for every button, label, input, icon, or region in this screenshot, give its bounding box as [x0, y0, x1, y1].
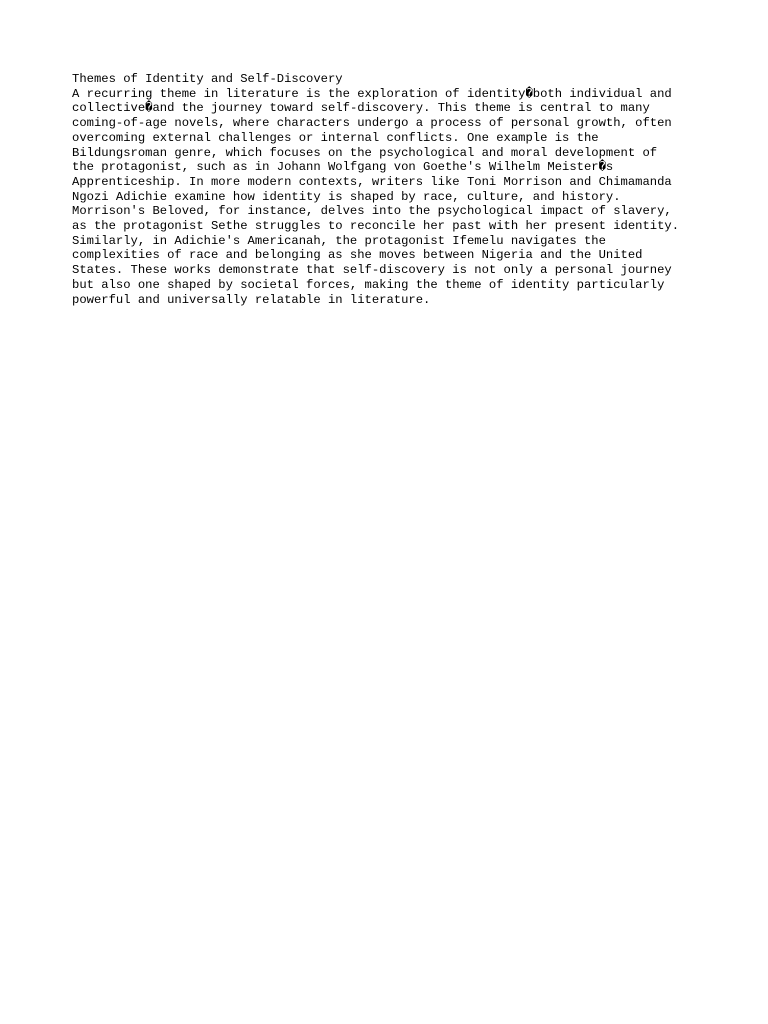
body-line: complexities of race and belonging as she moves between Nigeria and the United: [72, 248, 643, 263]
document-title: Themes of Identity and Self-Discovery: [72, 72, 343, 86]
body-line: Ngozi Adichie examine how identity is shaped by race, culture, and history.: [72, 189, 621, 204]
body-line: as the protagonist Sethe struggles to reconcile her past with her present identity.: [72, 219, 680, 234]
body-line: Morrison's Beloved, for instance, delves into the psychological impact of slavery,: [72, 204, 672, 219]
body-line: Bildungsroman genre, which focuses on the psychological and moral development of: [72, 145, 658, 160]
body-line: Apprenticeship. In more modern contexts, writers like Toni Morrison and Chimamanda: [72, 174, 672, 189]
body-line: A recurring theme in literature is the exploration of identity�both individual and: [72, 86, 672, 101]
body-line: overcoming external challenges or internal conflicts. One example is the: [72, 130, 599, 145]
body-line: collective�and the journey toward self-discovery. This theme is central to many: [72, 101, 650, 116]
body-line: States. These works demonstrate that self-discovery is not only a personal journey: [72, 263, 672, 278]
body-line: the protagonist, such as in Johann Wolfgang von Goethe's Wilhelm Meister�s: [72, 160, 614, 175]
body-line: powerful and universally relatable in literature.: [72, 292, 431, 307]
document-content: [72, 72, 712, 307]
body-line: coming-of-age novels, where characters undergo a process of personal growth, often: [72, 116, 672, 131]
body-line: Similarly, in Adichie's Americanah, the protagonist Ifemelu navigates the: [72, 233, 606, 248]
body-line: but also one shaped by societal forces, making the theme of identity particularly: [72, 277, 665, 292]
